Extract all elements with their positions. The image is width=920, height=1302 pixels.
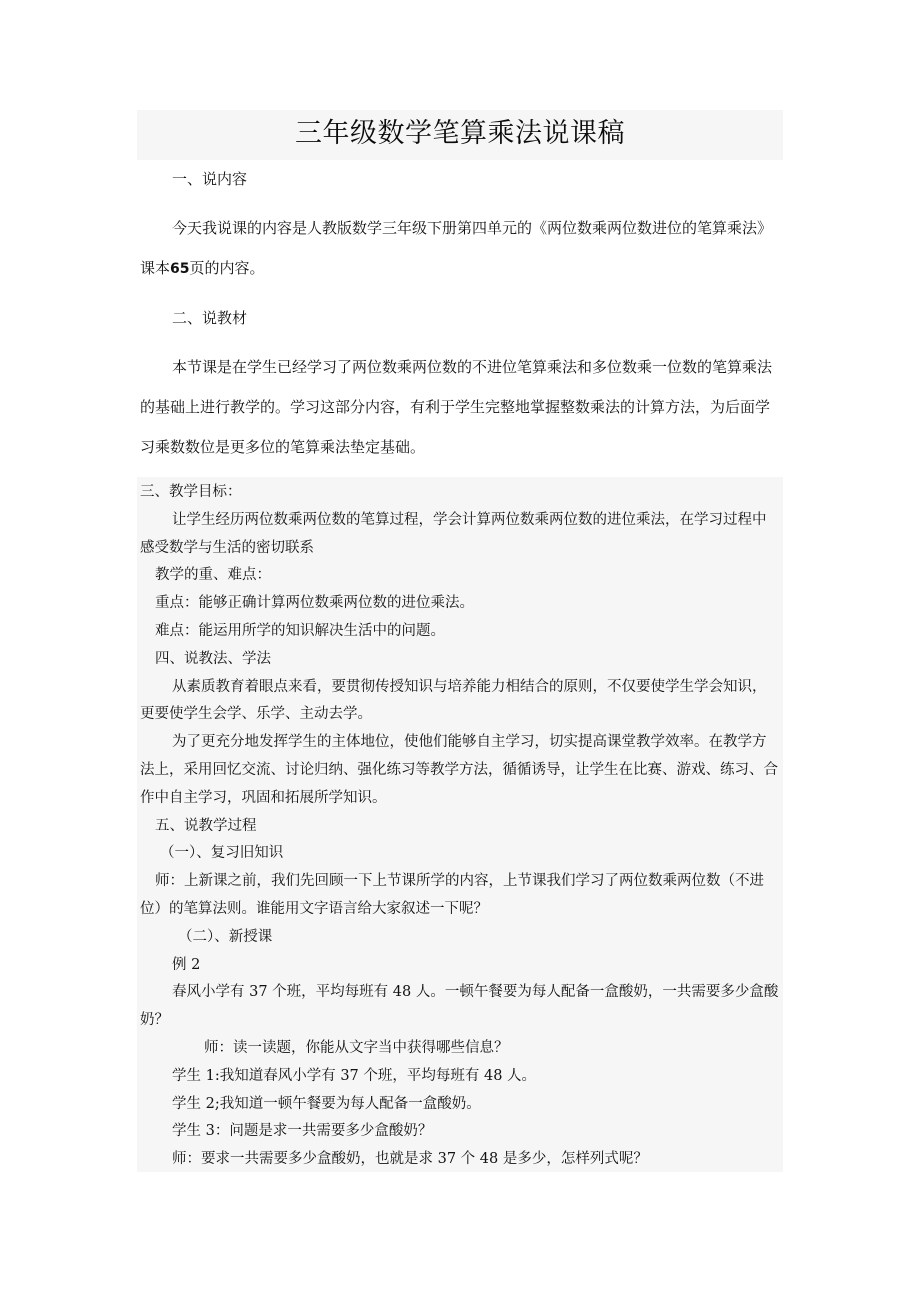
section2-heading: 二、说教材 [172, 309, 248, 327]
student-answer-3: 学生 3：问题是求一共需要多少盒酸奶？ [172, 1123, 433, 1140]
method-paragraph-2: 为了更充分地发挥学生的主体地位，使他们能够自主学习，切实提高课堂教学效率。在教学方法上，采用回忆交流、讨论归纳、强化练习等教学方法，循循诱导，让学生在比赛、游戏、练习、合作中自主学习，巩固和拓展所学知识。 [140, 734, 778, 806]
section1-text-b: 页的内容。 [189, 259, 265, 277]
document-title: 三年级数学笔算乘法说课稿 [295, 118, 625, 149]
section1-paragraph [140, 208, 780, 289]
teacher-question-2: 师：要求一共需要多少盒酸奶，也就是求 37 个 48 是多少，怎样列式呢？ [172, 1151, 648, 1168]
section1-heading: 一、说内容 [172, 170, 248, 188]
student-answer-1: 学生 1:我知道春风小学有 37 个班，平均每班有 48 人。 [172, 1067, 537, 1084]
example-label: 例 2 [172, 956, 201, 973]
teaching-goal: 让学生经历两位数乘两位数的笔算过程，学会计算两位数乘两位数的进位乘法，在学习过程中感受数学与生活的密切联系 [140, 511, 767, 556]
section2-paragraph: 本节课是在学生已经学习了两位数乘两位数的不进位笔算乘法和多位数乘一位数的笔算乘法的基础上进行教学的。学习这部分内容，有利于学生完整地掌握整数乘法的计算方法，为后面学习乘数数位是更多位的笔算乘法垫定基础。 [140, 358, 773, 456]
method-paragraph-1: 从素质教育着眼点来看，要贯彻传授知识与培养能力相结合的原则，不仅要使学生学会知识，更要使学生会学、乐学、主动去学。 [140, 678, 767, 723]
section3-heading: 三、教学目标： [140, 484, 242, 500]
section5-heading: 五、说教学过程 [155, 817, 257, 834]
section4-heading: 四、说教法、学法 [155, 650, 271, 667]
example-text: 春风小学有 37 个班，平均每班有 48 人。一顿午餐要为每人配备一盒酸奶，一共需要多少盒酸奶？ [140, 984, 779, 1029]
teacher-question-1: 师：读一读题，你能从文字当中获得哪些信息？ [204, 1039, 509, 1056]
key-point: 重点：能够正确计算两位数乘两位数的进位乘法。 [155, 595, 474, 612]
upper-content [140, 164, 780, 467]
new-lesson-heading: （二）、新授课 [178, 928, 273, 945]
section1-text-a: 今天我说课的内容是人教版数学三年级下册第四单元的《两位数乘两位数进位的笔算乘法》课本 [140, 219, 773, 277]
student-answer-2: 学生 2;我知道一顿午餐要为每人配备一盒酸奶。 [172, 1095, 481, 1112]
lower-content [140, 479, 780, 1174]
page-number: 65 [170, 261, 190, 277]
review-heading: （一）、复习旧知识 [160, 845, 284, 862]
difficult-point: 难点：能运用所学的知识解决生活中的问题。 [155, 622, 445, 639]
key-difficult-heading: 教学的重、难点： [155, 567, 271, 584]
review-text: 师：上新课之前，我们先回顾一下上节课所学的内容，上节课我们学习了两位数乘两位数（不进位）的笔算法则。谁能用文字语言给大家叙述一下呢？ [140, 873, 764, 917]
